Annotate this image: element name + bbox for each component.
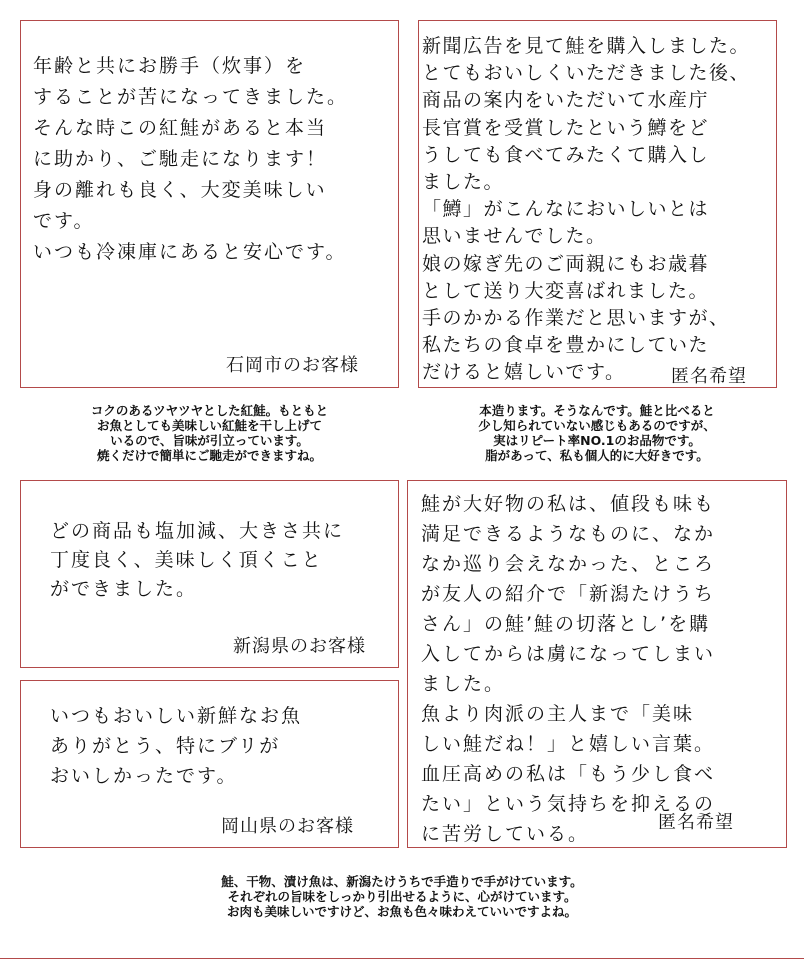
review-text: 年齢と共にお勝手（炊事）を することが苦になってきました。 そんな時この紅鮭があると本当 に助かり、ご馳走になります！ 身の離れも良く、大変美味しい です。 いつも冷凍庫にあると安心です。 [33, 55, 349, 263]
review-signature: 匿名希望 [671, 366, 747, 387]
review-signature: 岡山県のお客様 [221, 816, 354, 837]
bottom-divider [0, 958, 804, 959]
review-text: 新聞広告を見て鮭を購入しました。 とてもおいしくいただきました後、 商品の案内をいただいて水産庁 長官賞を受賞したという鱒をど うしても食べてみたくて購入し ました。 「鱒」がこんなにおいしいとは 思いませんでした。 娘の嫁ぎ先のご両親にもお歳暮 として送り大変喜ばれました。 手のかかる作業だと思いますが、 私たちの食卓を豊かにしていた だけると嬉しいです。 [422, 35, 751, 384]
caption-salmon-note: コクのあるツヤツヤとした紅鮭。もともと お魚としても美味しい紅鮭を干し上げて いるので、旨味が引立っています。 焼くだけで簡単にご馳走ができますね。 [90, 403, 329, 463]
review-card-anonymous-1 [418, 20, 777, 388]
review-signature: 匿名希望 [658, 812, 734, 833]
caption-trout-note: 本造ります。そうなんです。鮭と比べると 少し知られていない感じもあるのですが、 実はリピート率NO.1のお品物です。 脂があって、私も個人的に大好きです。 [478, 403, 716, 463]
caption-shop-message: 鮭、干物、漬け魚は、新潟たけうちで手造りで手がけています。 それぞれの旨味をしっかり引出せるように、心がけています。 お肉も美味しいですけど、お魚も色々味わえていいですよね。 [221, 874, 583, 919]
review-text: いつもおいしい新鮮なお魚 ありがとう、特にブリが おいしかったです。 [50, 705, 303, 787]
review-text: どの商品も塩加減、大きさ共に 丁度良く、美味しく頂くこと ができました。 [50, 520, 345, 600]
review-card-anonymous-2 [407, 480, 787, 848]
review-card-niigata [20, 480, 399, 668]
review-signature: 新潟県のお客様 [233, 636, 366, 657]
review-signature: 石岡市のお客様 [226, 355, 359, 376]
review-card-ishioka [20, 20, 399, 388]
review-text: 鮭が大好物の私は、値段も味も 満足できるようなものに、なか なか巡り会えなかった、ところ が友人の紹介で「新潟たけうち さん」の鮭’鮭の切落とし’を購 入してからは虜になってしまい ました。 魚より肉派の主人まで「美味 しい鮭だね！」と嬉しい言葉。 血圧高めの私は「もう少し食べ たい」という気持ちを抑えるの に苦労している。 [421, 493, 716, 845]
review-card-okayama [20, 680, 399, 848]
